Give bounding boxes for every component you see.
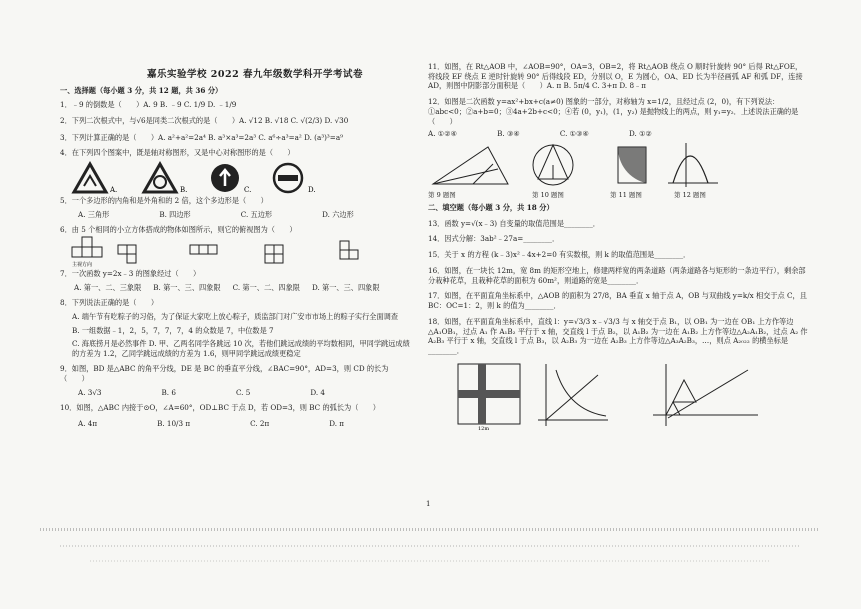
q7-option-c: C. 第一、二、四象限	[232, 283, 300, 293]
q9-option-a: A. 3√3	[78, 388, 102, 398]
scan-noise-2	[60, 545, 800, 547]
q9-option-c: C. 5	[235, 388, 251, 398]
q12-options	[428, 129, 808, 139]
question-2: 2．下列二次根式中，与√6是同类二次根式的是（ ）A. √12 B. √18 C. √(2/3) D. √30	[60, 116, 349, 126]
q4-figures	[60, 158, 410, 196]
q7-option-b: B. 第一、三、四象限	[153, 283, 221, 293]
q10-option-a: A. 4π	[78, 418, 98, 428]
q4-opt-d-label: D.	[308, 185, 316, 194]
q12-option-c: C. ①③④	[559, 129, 589, 139]
fill-in-figures	[428, 360, 808, 430]
q4-opt-c-label: C.	[244, 185, 252, 194]
right-column	[428, 62, 808, 430]
q12-option-b: B. ③④	[497, 129, 520, 139]
q6-cube-views	[60, 235, 400, 269]
q8-option-a: A. 端午节有吃粽子的习俗，为了保证大家吃上放心粽子，质监部门对广安市市场上的粽子实行全面调查	[72, 311, 399, 321]
q4-opt-b-label: B.	[180, 185, 188, 194]
question-9: 9．如图，BD 是△ABC 的角平分线，DE 是 BC 的垂直平分线，∠BAC=90°，AD=3，则 CD 的长为（ ）	[60, 363, 389, 383]
question-10: 10．如图，△ABC 内接于⊙O，∠A=60°，OD⊥BC 于点 D，若 OD=3，则 BC 的弧长为（ ）	[60, 402, 380, 412]
caption-fig-12: 第 12 题图	[674, 191, 706, 200]
question-7: 7．一次函数 y=2x﹣3 的图象经过（ ）	[60, 268, 201, 278]
fig16-width-label: 12m	[478, 425, 490, 430]
q9-12-figures	[428, 139, 808, 201]
question-13: 13．函数 y=√(x﹣3) 自变量的取值范围是________．	[428, 218, 600, 228]
question-6: 6．由 5 个相同的小立方体搭成的物体如图所示，则它的俯视图为（ ）	[60, 225, 297, 235]
question-8: 8．下列说法正确的是（ ）	[60, 298, 159, 308]
question-12: 12．如图是二次函数 y=ax²+bx+c(a≠0) 图象的一部分，对称轴为 x=1/2，且经过点 (2，0)，有下列说法：①abc<0；②a+b=0；③4a+2b+c<0；④若 (0，y₁)，(1，y₂) 是抛物线上的两点，则 y₁=y₂．上述说法正确的是（ ）	[428, 97, 799, 126]
caption-fig-9: 第 9 题图	[428, 191, 456, 200]
q7-option-a: A. 第一、二、三象限	[74, 283, 142, 293]
caption-fig-11: 第 11 题图	[610, 191, 642, 200]
question-11: 11．如图，在 Rt△AOB 中，∠AOB=90°，OA=3，OB=2，将 Rt△AOB 绕点 O 顺时针旋转 90° 后得 Rt△FOE，将线段 EF 绕点 E 逆时针旋转 90° 后得线段 ED，分别以 O，E 为圆心，OA、ED 长为半径画弧 AF 和弧 DF，连接 AD，则图中阴影部分面积是（ ）A. π B. 5π/4 C. 3+π D. 8﹣π	[428, 62, 803, 91]
q5-option-d: D. 六边形	[322, 210, 354, 220]
q16-18-figures	[428, 360, 808, 430]
section-1-heading: 一、选择题（每小题 3 分，共 12 题，共 36 分）	[60, 86, 223, 95]
q9-option-d: D. 4	[310, 388, 325, 398]
q10-option-c: C. 2π	[250, 418, 270, 428]
q10-option-b: B. 10/3 π	[157, 418, 191, 428]
question-5: 5．一个多边形的内角和是外角和的 2 倍，这个多边形是（ ）	[60, 195, 268, 205]
scan-noise-3	[90, 560, 770, 562]
question-15: 15．关于 x 的方程 (k﹣3)x²﹣4x+2=0 有实数根，则 k 的取值范围是________．	[428, 250, 691, 260]
q6-figures	[60, 235, 410, 269]
q5-options	[78, 210, 410, 220]
question-17: 17．如图，在平面直角坐标系中，△AOB 的面积为 27/8，BA 垂直 x 轴于点 A，OB 与双曲线 y=k/x 相交于点 C，且 BC：OC=1：2，则 k 的值为________．	[428, 291, 807, 311]
scan-noise-1	[40, 528, 820, 531]
q12-option-a: A. ①②④	[428, 129, 458, 139]
q12-option-d: D. ①②	[629, 129, 652, 139]
question-4: 4．在下列四个图案中，既是轴对称图形，又是中心对称图形的是（ ）	[60, 147, 295, 157]
q4-opt-a-label: A.	[110, 185, 118, 194]
q10-options	[78, 419, 410, 429]
q5-option-b: B. 四边形	[159, 210, 191, 220]
section-2-heading: 二、填空题（每小题 3 分，共 18 分）	[428, 203, 554, 213]
question-3: 3．下列计算正确的是（ ）A. a²+a²=2a⁴ B. a³×a³=2a³ C. a⁶÷a³=a² D. (a³)³=a⁹	[60, 133, 343, 143]
q5-option-c: C. 五边形	[240, 210, 273, 220]
q4-sign-icons	[60, 158, 400, 196]
question-18: 18．如图，在平面直角坐标系中，直线 l：y=√3/3 x﹣√3/3 与 x 轴交于点 B₁，以 OB₁ 为一边在 OB₁ 上方作等边△A₁OB₁，过点 A₁ 作 A₁B₂ 平行于 x 轴，交直线 l 于点 B₂，以 A₁B₂ 为一边在 A₁B₂ 上方作等边△A₂A₁B₂，过点 A₂ 作 A₂B₃ 平行于 x 轴，交直线 l 于点 B₃，以 A₂B₃ 为一边在 A₂B₃ 上方作等边△A₃A₂B₃，…，则点 A₂₀₂₂ 的横坐标是________．	[428, 316, 808, 355]
q6-view-direction: 主视方向	[72, 261, 93, 268]
caption-fig-10: 第 10 题图	[532, 191, 564, 200]
exam-title: 嘉乐实验学校 2022 春九年级数学科开学考试卷	[146, 69, 364, 80]
q10-option-d: D. π	[329, 418, 344, 428]
question-1: 1．﹣9 的倒数是（ ）A. 9 B. ﹣9 C. 1/9 D. ﹣1/9	[60, 99, 237, 109]
q8-option-b: B. 一组数据﹣1，2，5，7，7，7，4 的众数是 7，中位数是 7	[72, 325, 274, 335]
q9-options	[78, 388, 410, 398]
q7-option-d: D. 第一、三、四象限	[311, 283, 380, 293]
q8-option-cd: C. 海底捞月是必然事件 D. 甲、乙两名同学各跳远 10 次，若他们跳远成绩的平均数相同，甲同学跳远成绩	[72, 339, 410, 349]
q5-option-a: A. 三角形	[78, 210, 110, 220]
geometry-figures	[428, 139, 808, 189]
q8-option-cd-cont: 的方差为 1.2，乙同学跳远成绩的方差为 1.6，则甲同学跳远成绩更稳定	[72, 349, 301, 359]
page-number: 1	[426, 500, 431, 508]
left-column	[60, 84, 410, 428]
question-14: 14．因式分解：3ab²﹣27a=________．	[428, 234, 560, 244]
question-16: 16．如图，在一块长 12m，宽 8m 的矩形空地上，修建两样宽的两条道路（两条道路各与矩形的一条边平行），剩余部分栽种花草，且栽种花草的面积为 60m²，则道路的宽是________．	[428, 265, 806, 285]
q9-option-b: B. 6	[161, 388, 176, 398]
q7-options	[74, 283, 410, 293]
